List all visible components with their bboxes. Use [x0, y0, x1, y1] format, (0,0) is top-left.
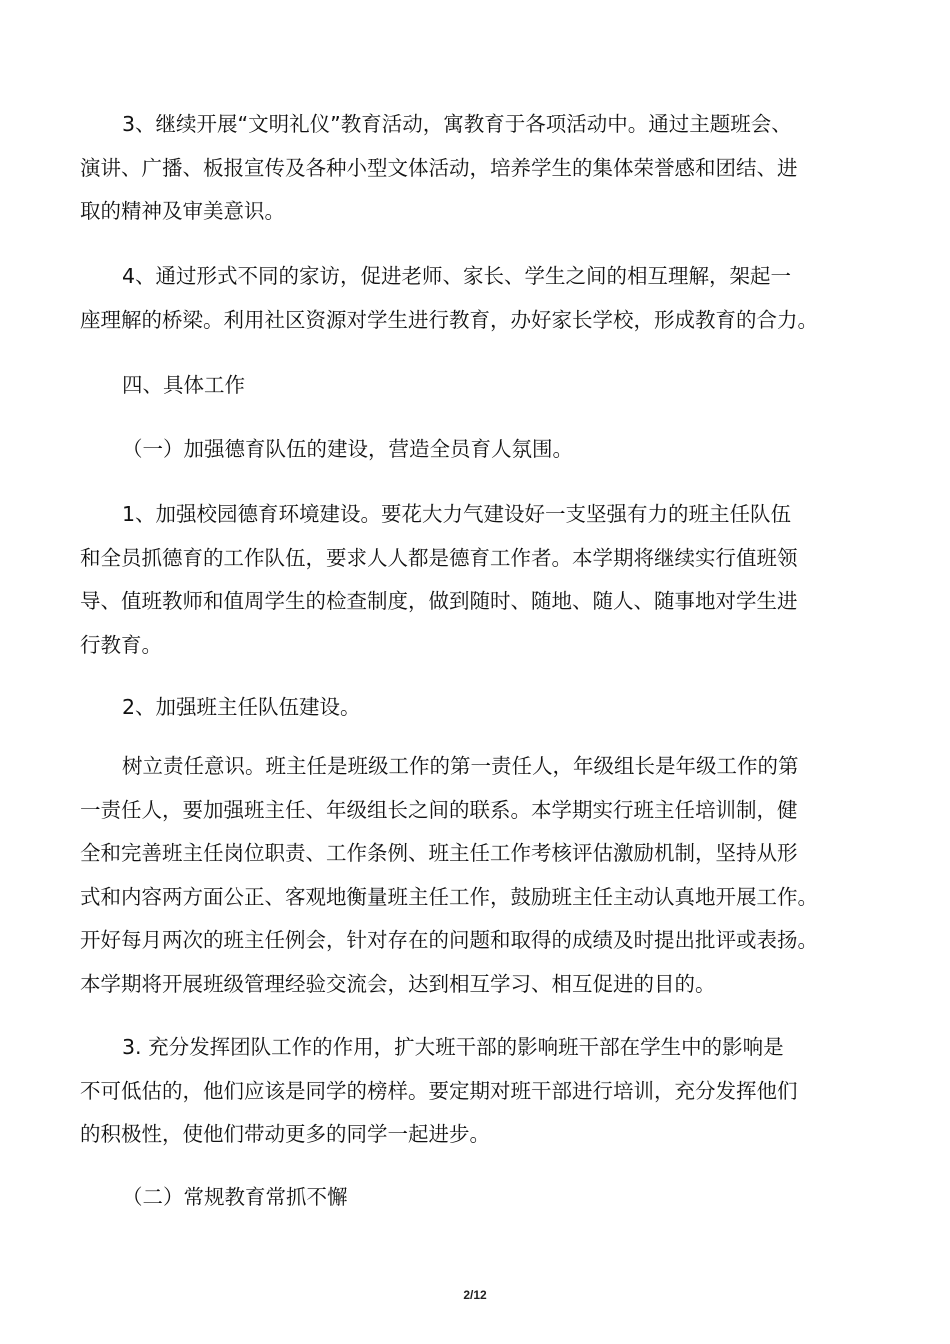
text-line: 3. 充分发挥团队工作的作用，扩大班干部的影响班干部在学生中的影响是 — [122, 1035, 784, 1059]
subsection-heading-routine-education — [80, 1176, 870, 1220]
heading-text: 四、具体工作 — [122, 373, 245, 397]
page-number: 2/12 — [463, 1288, 487, 1302]
item-heading-head-teachers — [80, 686, 870, 730]
text-line: 1、加强校园德育环境建设。要花大力气建设好一支坚强有力的班主任队伍 — [122, 502, 792, 526]
text-line: 的积极性，使他们带动更多的同学一起进步。 — [80, 1122, 490, 1146]
text-line: 本学期将开展班级管理经验交流会，达到相互学习、相互促进的目的。 — [80, 971, 716, 996]
paragraph-responsibility — [80, 745, 870, 1006]
text-line: 4、通过形式不同的家访，促进老师、家长、学生之间的相互理解，架起一 — [122, 264, 792, 288]
text-line: 取的精神及审美意识。 — [80, 199, 285, 223]
section-heading-specific-work — [80, 364, 870, 408]
paragraph-class-cadres — [80, 1026, 870, 1157]
text-line: 式和内容两方面公正、客观地衡量班主任工作，鼓励班主任主动认真地开展工作。 — [80, 884, 818, 909]
heading-text: 2、加强班主任队伍建设。 — [122, 695, 361, 719]
text-line: 开好每月两次的班主任例会，针对存在的问题和取得的成绩及时提出批评或表扬。 — [80, 928, 818, 952]
text-line: 全和完善班主任岗位职责、工作条例、班主任工作考核评估激励机制，坚持从形 — [80, 841, 798, 865]
heading-text: （一）加强德育队伍的建设，营造全员育人氛围。 — [122, 437, 573, 461]
text-line: 不可低估的，他们应该是同学的榜样。要定期对班干部进行培训，充分发挥他们 — [80, 1078, 798, 1103]
text-line: 导、值班教师和值周学生的检查制度，做到随时、随地、随人、随事地对学生进 — [80, 589, 798, 613]
subsection-heading-moral-team — [80, 428, 870, 472]
paragraph-campus-environment — [80, 493, 870, 667]
paragraph-home-visits — [80, 255, 870, 342]
text-line: 一责任人，要加强班主任、年级组长之间的联系。本学期实行班主任培训制，健 — [80, 797, 798, 822]
heading-text: （二）常规教育常抓不懈 — [122, 1185, 348, 1209]
text-line: 和全员抓德育的工作队伍，要求人人都是德育工作者。本学期将继续实行值班领 — [80, 545, 798, 570]
text-line: 座理解的桥梁。利用社区资源对学生进行教育，办好家长学校，形成教育的合力。 — [80, 307, 818, 332]
text-line: 树立责任意识。班主任是班级工作的第一责任人，年级组长是年级工作的第 — [122, 754, 799, 778]
text-line: 演讲、广播、板报宣传及各种小型文体活动，培养学生的集体荣誉感和团结、进 — [80, 155, 798, 180]
text-line: 行教育。 — [80, 632, 162, 657]
paragraph-civility-activities — [80, 103, 870, 234]
text-line: 3、继续开展“文明礼仪”教育活动，寓教育于各项活动中。通过主题班会、 — [122, 112, 792, 136]
